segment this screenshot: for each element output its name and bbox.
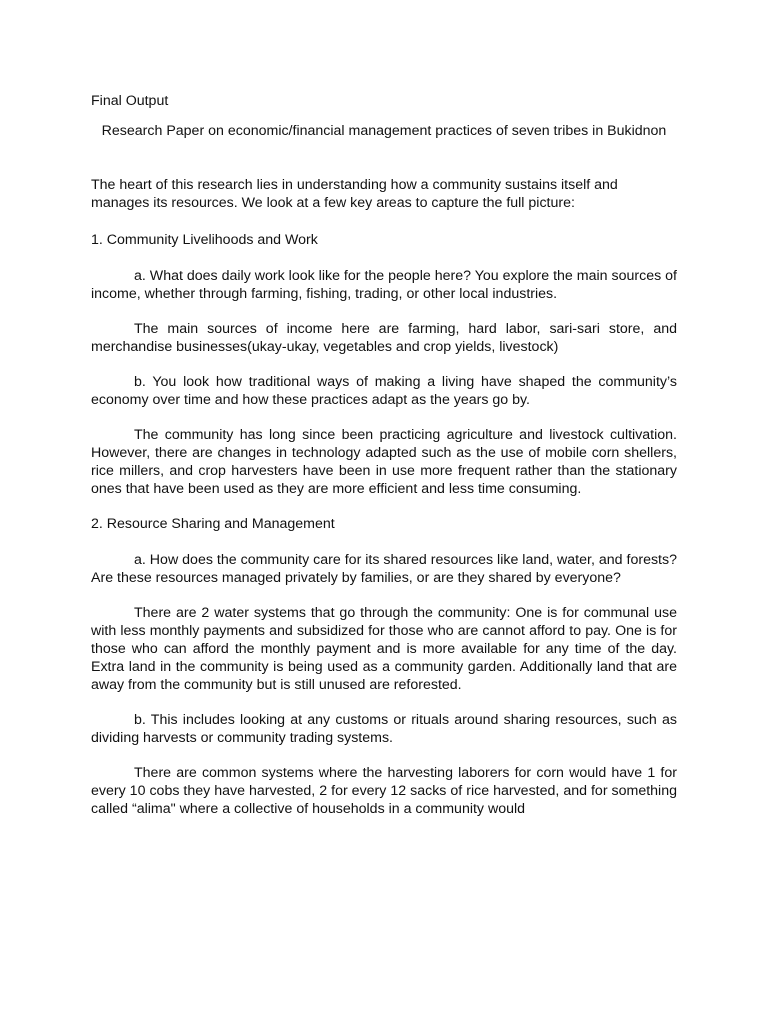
- answer-paragraph: There are common systems where the harvesting laborers for corn would have 1 for every 10 cobs they have harvested, 2 for every 12 sacks of rice harvested, and for something called “alima" where a collective of households in a community would: [91, 765, 677, 817]
- question-paragraph: b. This includes looking at any customs or rituals around sharing resources, such as dividing harvests or community trading systems.: [91, 712, 677, 746]
- section-resource-sharing: [91, 515, 677, 818]
- intro-paragraph: The heart of this research lies in understanding how a community sustains itself and manages its resources. We look at a few key areas to capture the full picture:: [91, 177, 618, 211]
- section-heading: 2. Resource Sharing and Management: [91, 516, 335, 532]
- section-heading: 1. Community Livelihoods and Work: [91, 232, 318, 248]
- answer-paragraph: There are 2 water systems that go through the community: One is for communal use with less monthly payments and subsidized for those who are cannot afford to pay. One is for those who can afford the monthly payment and is more available for any time of the day. Extra land in the community is being used as a community garden. Additionally land that are away from the community but is still unused are reforested.: [91, 605, 677, 693]
- answer-paragraph: The main sources of income here are farming, hard labor, sari-sari store, and merchandise businesses(ukay-ukay, vegetables and crop yields, livestock): [91, 321, 677, 355]
- section-community-livelihoods: [91, 231, 677, 498]
- document-title: Research Paper on economic/financial management practices of seven tribes in Bukidnon: [101, 123, 667, 139]
- question-paragraph: a. What does daily work look like for the people here? You explore the main sources of income, whether through farming, fishing, trading, or other local industries.: [91, 268, 677, 302]
- question-paragraph: a. How does the community care for its shared resources like land, water, and forests? Are these resources managed privately by families, or are they shared by everyone?: [91, 552, 677, 586]
- question-paragraph: b. You look how traditional ways of making a living have shaped the community’s economy over time and how these practices adapt as the years go by.: [91, 374, 677, 408]
- document-label: Final Output: [91, 93, 169, 109]
- answer-paragraph: The community has long since been practicing agriculture and livestock cultivation. However, there are changes in technology adapted such as the use of mobile corn shellers, rice millers, and crop harvesters have been in use more frequent rather than the stationary ones that have been used as they are more efficient and less time consuming.: [91, 427, 677, 497]
